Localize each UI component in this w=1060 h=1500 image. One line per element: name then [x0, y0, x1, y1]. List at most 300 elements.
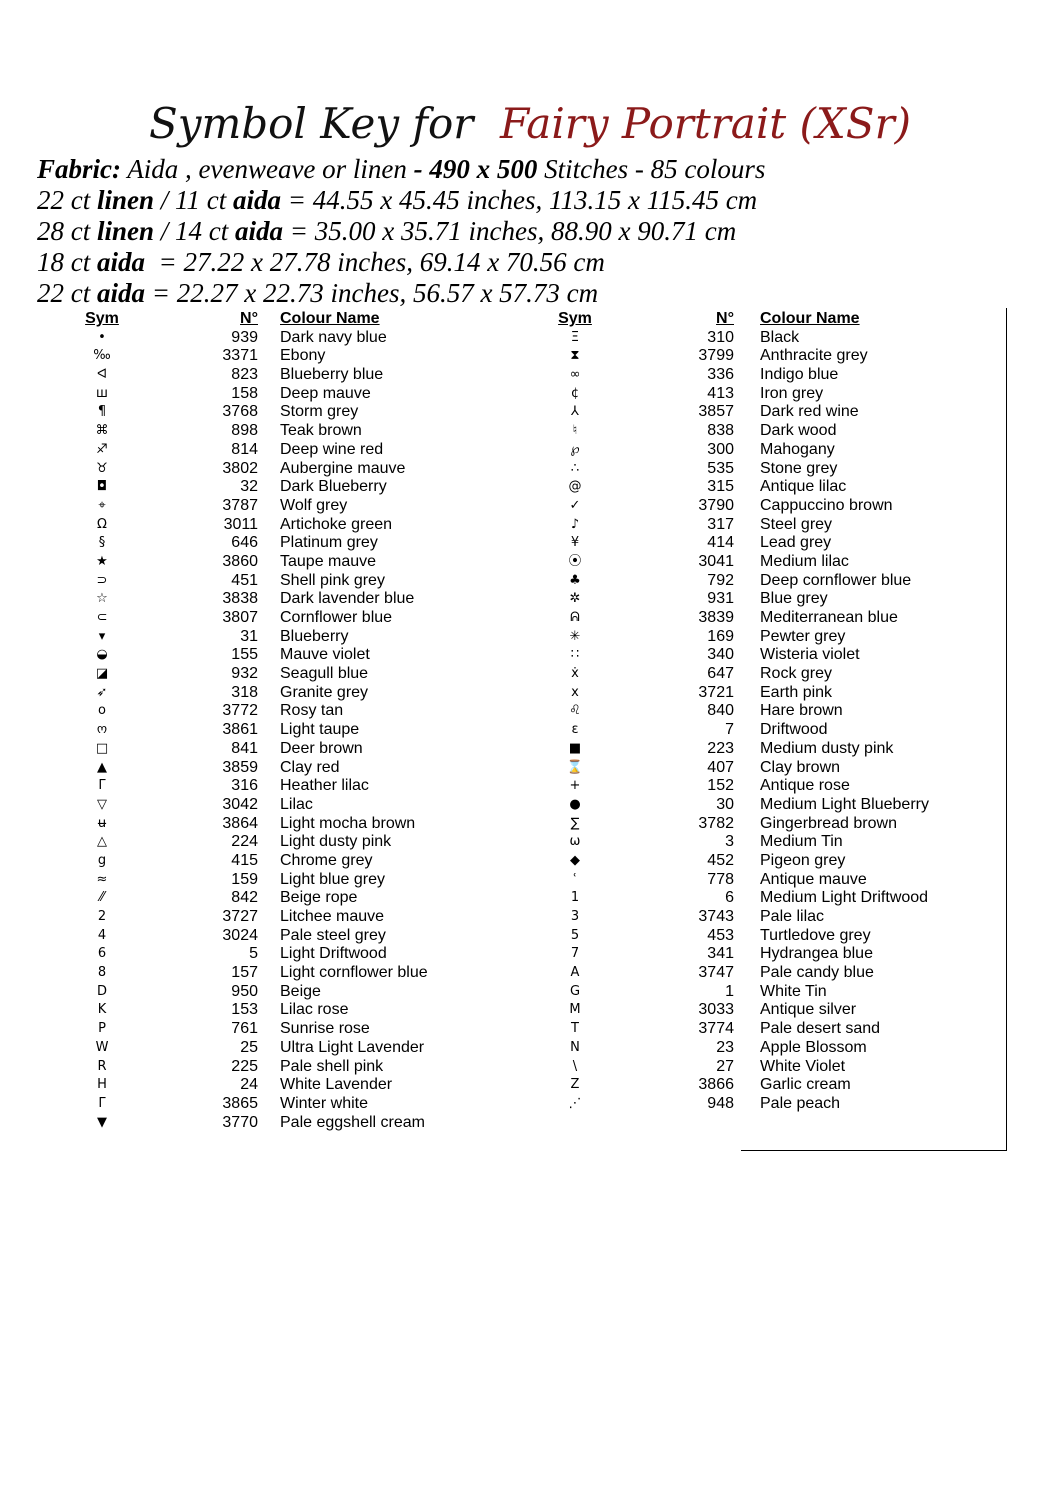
header-number: N° [716, 310, 734, 327]
colour-name: Medium lilac [760, 552, 849, 570]
table-row [0, 646, 1060, 665]
count-text: 22 ct [37, 185, 97, 215]
count-text: 22 ct [37, 278, 97, 308]
fabric-label: Fabric: [37, 154, 121, 184]
table-row [0, 329, 1060, 348]
colour-number: 932 [231, 665, 258, 683]
colour-number: 1 [725, 982, 734, 1000]
symbol-glyph: ♌ [569, 703, 581, 719]
size-line-28ct-linen [37, 216, 1037, 247]
table-row [0, 553, 1060, 572]
colour-name: Mediterranean blue [760, 609, 898, 626]
colour-number: 6 [725, 889, 734, 907]
symbol-glyph: ω [569, 834, 581, 850]
colour-name: Platinum grey [280, 534, 378, 552]
colour-number: 838 [707, 422, 734, 440]
colour-number: 25 [240, 1038, 258, 1056]
symbol-glyph: ♐ [96, 441, 108, 457]
colour-number: 3782 [698, 814, 734, 832]
table-row [0, 385, 1060, 404]
table-row [0, 609, 1060, 628]
colour-number: 3787 [222, 496, 258, 514]
colour-name: Winter white [280, 1094, 369, 1112]
title-prefix: Symbol Key for [148, 99, 474, 148]
table-row [0, 833, 1060, 852]
colour-name: Litchee mauve [280, 908, 385, 925]
colour-number: 3721 [698, 683, 734, 701]
colour-name: Pigeon grey [760, 851, 846, 869]
right-border-line [1006, 308, 1007, 1151]
colour-name: Light dusty pink [280, 833, 392, 851]
colour-number: 3774 [698, 1020, 734, 1038]
table-row [0, 815, 1060, 834]
colour-number: 939 [231, 328, 258, 346]
symbol-glyph: ∷ [570, 647, 580, 663]
symbol-glyph: ■ [568, 740, 582, 756]
table-row [0, 871, 1060, 890]
colour-name: Medium Light Blueberry [760, 795, 929, 813]
symbol-glyph: ⧗ [570, 348, 580, 364]
symbol-glyph: ẋ [571, 666, 579, 682]
symbol-glyph: ◒ [96, 647, 108, 663]
symbol-glyph: ⦿ [568, 553, 582, 569]
table-row [0, 983, 1060, 1002]
colour-number: 3768 [222, 403, 258, 421]
colour-name: Mauve violet [280, 646, 370, 664]
symbol-glyph: ᕱ [570, 610, 580, 625]
colour-name: Beige [280, 982, 321, 1000]
colour-name: Earth pink [760, 683, 833, 701]
colour-name: Shell pink grey [280, 571, 385, 589]
symbol-glyph: A [570, 965, 580, 981]
fabric-word: aida [97, 247, 146, 277]
symbol-glyph: ▲ [97, 759, 107, 775]
colour-name: Taupe mauve [280, 552, 377, 570]
colour-name: Driftwood [760, 721, 828, 739]
symbol-glyph: 6 [97, 946, 107, 962]
colour-number: 155 [231, 646, 258, 664]
symbol-glyph: ➶ [96, 684, 108, 700]
size-line-22ct-aida [37, 278, 1037, 309]
stitch-size: 490 x 500 [429, 154, 538, 184]
dimensions-text: = 35.00 x 35.71 inches, 88.90 x 90.71 cm [283, 216, 737, 246]
fabric-types: Aida , evenweave or linen [121, 154, 414, 184]
symbol-glyph: ⌛ [566, 759, 584, 775]
symbol-glyph: g [97, 852, 107, 868]
dimensions-text: = 22.27 x 22.73 inches, 56.57 x 57.73 cm [145, 278, 599, 308]
colour-number: 30 [716, 795, 734, 813]
colour-number: 646 [231, 534, 258, 552]
symbol-glyph: 2 [97, 909, 107, 924]
colour-name: Lead grey [760, 534, 832, 552]
colour-number: 169 [707, 627, 734, 645]
symbol-glyph: @ [568, 479, 582, 495]
colour-name: Pale shell pink [280, 1057, 384, 1075]
table-row [0, 366, 1060, 385]
symbol-glyph: R [97, 1058, 107, 1074]
count-text: / 14 ct [154, 216, 236, 246]
colour-name: Light Driftwood [280, 945, 387, 963]
symbol-glyph: 8 [97, 965, 107, 981]
colour-number: 32 [240, 478, 258, 496]
colour-name: Antique lilac [760, 478, 847, 496]
colour-number: 5 [249, 945, 258, 963]
symbol-glyph: Ω [97, 516, 107, 532]
colour-name: Hare brown [760, 702, 843, 720]
symbol-glyph: G [569, 983, 581, 999]
table-row [0, 759, 1060, 778]
page-title [0, 96, 1060, 152]
table-row [0, 852, 1060, 871]
colour-number: 931 [707, 590, 734, 608]
colour-number: 3799 [698, 347, 734, 365]
symbol-glyph: Z [570, 1077, 580, 1093]
table-row [0, 796, 1060, 815]
colour-name: Cappuccino brown [760, 496, 893, 514]
stitch-colours: Stitches - 85 colours [537, 154, 766, 184]
colour-name: Blueberry blue [280, 366, 384, 384]
colour-number: 3861 [222, 721, 258, 739]
symbol-glyph: ш [96, 385, 108, 401]
symbol-glyph: x [571, 684, 579, 700]
colour-number: 407 [707, 758, 734, 776]
colour-name: Pewter grey [760, 627, 846, 645]
count-text: / 11 ct [154, 185, 234, 215]
symbol-glyph: ∞ [569, 367, 581, 383]
symbol-glyph: □ [95, 740, 109, 756]
table-row [0, 572, 1060, 591]
colour-number: 950 [231, 982, 258, 1000]
table-row [0, 721, 1060, 740]
symbol-glyph: W [95, 1039, 109, 1055]
dimensions-text: = 44.55 x 45.45 inches, 113.15 x 115.45 cm [281, 185, 758, 215]
colour-name: Iron grey [760, 384, 824, 402]
colour-number: 778 [707, 870, 734, 888]
colour-number: 27 [716, 1057, 734, 1075]
colour-number: 3859 [222, 758, 258, 776]
colour-number: 224 [231, 833, 258, 851]
colour-number: 317 [707, 515, 734, 533]
colour-name: Deep cornflower blue [760, 571, 912, 589]
colour-number: 841 [231, 739, 258, 757]
table-row [0, 497, 1060, 516]
colour-number: 814 [231, 440, 258, 458]
colour-number: 315 [707, 478, 734, 496]
symbol-glyph: ⊃ [96, 572, 108, 588]
colour-name: Artichoke green [280, 515, 393, 533]
colour-name: Dark navy blue [280, 328, 387, 346]
count-text: 28 ct [37, 216, 97, 246]
colour-number: 340 [707, 646, 734, 664]
colour-number: 948 [707, 1094, 734, 1112]
colour-number: 300 [707, 440, 734, 458]
colour-number: 225 [231, 1057, 258, 1075]
table-row [0, 516, 1060, 535]
pattern-name: Fairy Portrait (XSr) [500, 99, 912, 148]
symbol-glyph: ♪ [570, 516, 580, 532]
symbol-glyph: ✳ [569, 628, 581, 644]
fabric-word: linen [97, 185, 155, 215]
symbol-glyph: N [570, 1039, 580, 1055]
colour-name: Ultra Light Lavender [280, 1038, 425, 1056]
symbol-glyph: ✓ [569, 497, 581, 513]
symbol-glyph: § [98, 535, 106, 551]
colour-name: Medium Tin [760, 833, 843, 851]
table-row [0, 1020, 1060, 1039]
colour-name: Clay red [280, 758, 340, 776]
table-row [0, 441, 1060, 460]
colour-number: 3033 [698, 1001, 734, 1019]
symbol-glyph: ▽ [97, 796, 107, 812]
symbol-glyph: ℘ [570, 441, 580, 457]
symbol-glyph: △ [97, 834, 107, 850]
header-colour-name: Colour Name [760, 310, 860, 327]
symbol-glyph: ▼ [97, 1114, 107, 1130]
colour-name: Antique rose [760, 777, 850, 795]
colour-name: Pale peach [760, 1094, 841, 1112]
colour-number: 3041 [698, 552, 734, 570]
fabric-line [37, 154, 1037, 185]
colour-name: Cornflower blue [280, 609, 393, 626]
colour-name: Light cornflower blue [280, 964, 428, 982]
symbol-glyph: ♣ [569, 572, 581, 588]
symbol-glyph: H [97, 1077, 107, 1093]
symbol-glyph: ε [571, 722, 579, 738]
colour-name: Wolf grey [280, 496, 348, 514]
colour-name: Dark wood [760, 422, 837, 440]
table-row [0, 1095, 1060, 1114]
colour-number: 3743 [698, 908, 734, 925]
table-row [0, 1076, 1060, 1095]
colour-number: 415 [231, 851, 258, 869]
colour-name: Pale lilac [760, 908, 825, 925]
colour-name: Mahogany [760, 440, 835, 458]
colour-number: 3772 [222, 702, 258, 720]
symbol-glyph: K [97, 1002, 107, 1018]
table-row [0, 403, 1060, 422]
table-row [0, 460, 1060, 479]
colour-number: 157 [231, 964, 258, 982]
table-row [0, 945, 1060, 964]
colour-name: Hydrangea blue [760, 945, 873, 963]
colour-name: Heather lilac [280, 777, 369, 795]
table-row [0, 702, 1060, 721]
colour-number: 792 [707, 571, 734, 589]
colour-number: 3011 [223, 515, 258, 533]
colour-number: 316 [231, 777, 258, 795]
colour-name: Stone grey [760, 459, 838, 477]
symbol-glyph: 3 [570, 909, 580, 924]
colour-number: 3865 [222, 1094, 258, 1112]
colour-number: 3790 [698, 496, 734, 514]
symbol-glyph: P [98, 1021, 106, 1037]
right-symbol-table [0, 310, 1060, 1114]
symbol-glyph: ʉ [97, 815, 107, 831]
colour-name: Beige rope [280, 889, 358, 907]
symbol-glyph: ¶ [97, 404, 107, 420]
symbol-glyph: ⌖ [98, 497, 106, 513]
symbol-glyph: Γ [98, 778, 106, 794]
symbol-glyph: 4 [97, 927, 107, 943]
colour-name: Blue grey [760, 590, 828, 608]
header-number: N° [240, 310, 258, 327]
colour-name: Antique mauve [760, 870, 867, 888]
symbol-glyph: ¢ [570, 385, 580, 401]
table-header [0, 310, 1060, 329]
colour-name: Aubergine mauve [280, 459, 406, 477]
table-row [0, 478, 1060, 497]
colour-name: Deer brown [280, 739, 363, 757]
colour-name: Lilac rose [280, 1001, 349, 1019]
colour-number: 159 [231, 870, 258, 888]
symbol-glyph: 7 [570, 946, 580, 962]
table-row [0, 665, 1060, 684]
colour-number: 3857 [698, 403, 734, 421]
fabric-info [37, 154, 1037, 309]
colour-name: Dark red wine [760, 403, 859, 421]
colour-number: 341 [707, 945, 734, 963]
symbol-glyph: D [96, 983, 107, 999]
colour-name: White Tin [760, 982, 827, 1000]
table-row [0, 777, 1060, 796]
colour-name: Medium Light Driftwood [760, 889, 929, 907]
table-row [0, 1114, 520, 1133]
header-colour-name: Colour Name [280, 310, 380, 327]
symbol-glyph: ¥ [570, 535, 580, 551]
symbol-glyph: ⊂ [96, 610, 108, 625]
colour-number: 24 [240, 1076, 258, 1094]
table-row [0, 1058, 1060, 1077]
table-row [0, 927, 1060, 946]
symbol-glyph: ‰ [93, 348, 111, 364]
colour-name: Pale steel grey [280, 926, 386, 944]
symbol-glyph: ◪ [95, 666, 109, 682]
fabric-word: aida [233, 185, 282, 215]
symbol-glyph: ♉ [96, 460, 108, 476]
colour-number: 3727 [222, 908, 258, 925]
bottom-border-line [741, 1150, 1007, 1151]
colour-name: Turtledove grey [760, 926, 871, 944]
table-row [0, 1039, 1060, 1058]
colour-number: 3864 [222, 814, 258, 832]
colour-name: Granite grey [280, 683, 369, 701]
colour-name: Gingerbread brown [760, 814, 897, 832]
colour-number: 3 [725, 833, 734, 851]
colour-number: 153 [231, 1001, 258, 1019]
symbol-glyph: ✲ [569, 591, 581, 607]
colour-name: Teak brown [280, 422, 362, 440]
colour-name: Deep wine red [280, 440, 384, 458]
colour-number: 31 [240, 627, 258, 645]
colour-name: Clay brown [760, 758, 841, 776]
colour-name: Antique silver [760, 1001, 857, 1019]
colour-name: Pale desert sand [760, 1020, 881, 1038]
colour-name: Dark lavender blue [280, 590, 415, 608]
colour-name: Medium dusty pink [760, 739, 894, 757]
colour-number: 310 [707, 328, 734, 346]
colour-number: 3747 [698, 964, 734, 982]
fabric-word: linen [97, 216, 155, 246]
symbol-glyph: ★ [96, 553, 108, 569]
symbol-glyph: ∑ [570, 815, 580, 831]
symbol-glyph: T [571, 1021, 579, 1037]
colour-name: Apple Blossom [760, 1038, 867, 1056]
symbol-glyph: ≈ [96, 871, 108, 887]
symbol-glyph: \ [572, 1058, 578, 1074]
symbol-glyph: ▾ [98, 628, 106, 644]
colour-number: 842 [231, 889, 258, 907]
table-row [0, 1001, 1060, 1020]
colour-number: 152 [707, 777, 734, 795]
colour-name: Garlic cream [760, 1076, 851, 1094]
fabric-word: aida [97, 278, 146, 308]
colour-number: 451 [231, 571, 258, 589]
symbol-glyph: ʿ [573, 871, 577, 887]
symbol-glyph: ⋰ [568, 1095, 582, 1111]
symbol-glyph: ⌘ [95, 423, 109, 439]
table-row [0, 908, 1060, 927]
colour-number: 453 [707, 926, 734, 944]
symbol-glyph: • [98, 329, 106, 345]
colour-number: 452 [707, 851, 734, 869]
table-row [0, 740, 1060, 759]
symbol-glyph: + [569, 778, 581, 794]
count-text: 18 ct [37, 247, 97, 277]
symbol-glyph: ⅄ [571, 404, 579, 420]
colour-name: White Violet [760, 1057, 846, 1075]
colour-number: 318 [231, 683, 258, 701]
size-line-18ct-aida [37, 247, 1037, 278]
colour-name: Blueberry [280, 627, 349, 645]
header-sym: Sym [85, 310, 119, 327]
table-row [0, 889, 1060, 908]
table-row [0, 628, 1060, 647]
colour-name: Lilac [280, 795, 313, 813]
table-row [0, 964, 1060, 983]
dimensions-text: = 27.22 x 27.78 inches, 69.14 x 70.56 cm [145, 247, 605, 277]
symbol-glyph: ☆ [96, 591, 108, 607]
symbol-glyph: ∴ [570, 460, 580, 476]
table-row [0, 684, 1060, 703]
colour-name: Light blue grey [280, 870, 385, 888]
colour-number: 3802 [222, 459, 258, 477]
colour-number: 3024 [222, 926, 258, 944]
symbol-glyph: 5 [570, 927, 580, 943]
colour-name: Rock grey [760, 665, 833, 683]
size-line-22ct-linen [37, 185, 1037, 216]
colour-number: 3770 [222, 1113, 258, 1131]
colour-number: 761 [231, 1020, 258, 1038]
colour-name: Pale candy blue [760, 964, 874, 982]
colour-name: Light taupe [280, 721, 360, 739]
colour-name: Ebony [280, 347, 326, 365]
colour-number: 336 [707, 366, 734, 384]
symbol-glyph: ● [569, 796, 581, 812]
colour-number: 158 [231, 384, 258, 402]
table-row [0, 347, 1060, 366]
fabric-dash: - [413, 154, 430, 184]
symbol-glyph: M [569, 1002, 581, 1018]
colour-number: 3839 [698, 609, 734, 626]
symbol-glyph: o [98, 703, 106, 719]
colour-name: Wisteria violet [760, 646, 860, 664]
symbol-glyph: ო [96, 722, 108, 738]
colour-name: Dark Blueberry [280, 478, 387, 496]
symbol-glyph: ᐊ [97, 367, 107, 383]
colour-name: Black [760, 328, 800, 346]
colour-name: Rosy tan [280, 702, 344, 720]
colour-number: 535 [707, 459, 734, 477]
